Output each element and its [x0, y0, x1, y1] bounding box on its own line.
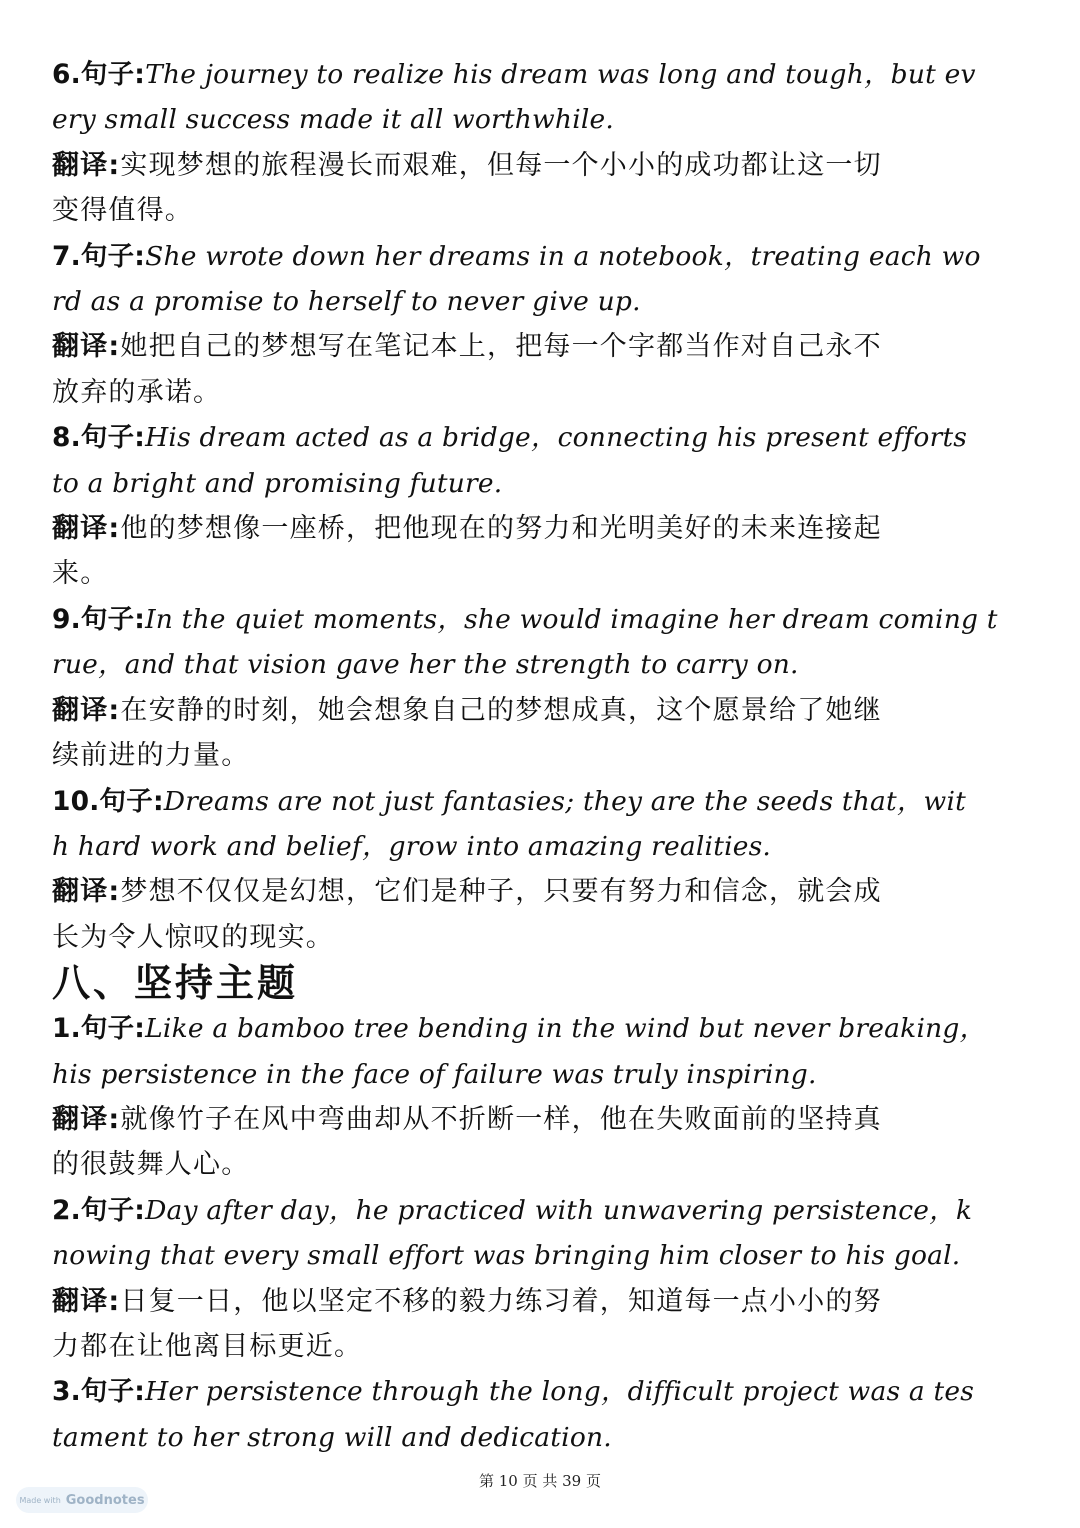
translation-label: 翻译: [52, 513, 121, 545]
sentence-line [52, 415, 1030, 460]
sentence-label: 2.句子: [52, 1194, 146, 1226]
line-text: 就像竹子在风中弯曲却从不折断一样，他在失败面前的坚持真 [120, 1103, 882, 1135]
translation-line [52, 733, 1030, 778]
line-text: She wrote down her dreams in a notebook，treating each wo [145, 240, 981, 272]
sentence-line [52, 1415, 1030, 1460]
sentence-line [52, 279, 1030, 324]
translation-line [52, 1142, 1030, 1187]
line-text: rd as a promise to herself to never give up. [52, 286, 641, 318]
sentence-line [52, 824, 1030, 869]
sentence-label: 6.句子: [52, 59, 146, 90]
line-text: Her persistence through the long，difficult project was a tes [145, 1376, 975, 1408]
translation-line [52, 551, 1030, 596]
line-text: nowing that every small effort was bringing him closer to his goal. [52, 1240, 961, 1272]
sentence-line [52, 1052, 1030, 1097]
translation-label: 翻译: [52, 331, 121, 363]
line-text: In the quiet moments，she would imagine her dream coming t [145, 603, 998, 635]
translation-label: 翻译: [52, 876, 121, 908]
line-text: ery small success made it all worthwhile. [52, 104, 615, 136]
sentence-label: 8.句子: [52, 422, 146, 454]
translation-line [52, 506, 1030, 551]
translation-line [52, 324, 1030, 369]
sentence-line [52, 52, 1030, 97]
line-text: 来。 [52, 558, 109, 590]
line-text: Dreams are not just fantasies; they are the seeds that，wit [163, 785, 966, 817]
line-text: 她把自己的梦想写在笔记本上，把每一个字都当作对自己永不 [120, 331, 882, 363]
goodnotes-badge [16, 1487, 148, 1513]
line-text: 在安静的时刻，她会想象自己的梦想成真，这个愿景给了她继 [120, 694, 882, 726]
line-text: 他的梦想像一座桥，把他现在的努力和光明美好的未来连接起 [120, 513, 882, 545]
line-text: 力都在让他离目标更近。 [52, 1330, 363, 1362]
line-text: The journey to realize his dream was long and tough，but ev [145, 59, 976, 90]
sentence-line [52, 1233, 1030, 1278]
sentence-label: 10.句子: [52, 785, 164, 817]
sentence-line [52, 234, 1030, 279]
line-text: Like a bamboo tree bending in the wind but never breaking， [145, 1013, 987, 1045]
translation-line [52, 1097, 1030, 1142]
translation-line [52, 1324, 1030, 1369]
sentence-label: 9.句子: [52, 603, 146, 635]
page-footer: 第 10 页 共 39 页 [478, 1472, 601, 1490]
line-text: 放弃的承诺。 [52, 376, 222, 408]
line-text: Day after day，he practiced with unwavering persistence，k [145, 1194, 973, 1226]
sentence-line [52, 1006, 1030, 1051]
badge-brand: Goodnotes [65, 1492, 145, 1508]
sentence-line [52, 461, 1030, 506]
line-text: 续前进的力量。 [52, 740, 250, 772]
line-text: 的很鼓舞人心。 [52, 1149, 250, 1181]
dream-sentences [52, 52, 1030, 960]
translation-line [52, 1279, 1030, 1324]
line-text: to a bright and promising future. [52, 467, 503, 499]
line-text: his persistence in the face of failure was truly inspiring. [52, 1058, 817, 1090]
line-text: 梦想不仅仅是幻想，它们是种子，只要有努力和信念，就会成 [120, 876, 882, 908]
line-text: 变得值得。 [52, 195, 193, 227]
translation-line [52, 143, 1030, 188]
sentence-label: 7.句子: [52, 240, 146, 272]
translation-line [52, 688, 1030, 733]
persistence-sentences [52, 1006, 1030, 1460]
translation-line [52, 869, 1030, 914]
sentence-label: 1.句子: [52, 1013, 146, 1045]
line-text: rue，and that vision gave her the strength to carry on. [52, 649, 799, 681]
line-text: 日复一日，他以坚定不移的毅力练习着，知道每一点小小的努 [120, 1285, 882, 1317]
sentence-line [52, 597, 1030, 642]
section-title: 八、坚持主题 [52, 961, 299, 1006]
line-text: h hard work and belief，grow into amazing realities. [52, 830, 772, 862]
badge-made-with: Made with [19, 1495, 61, 1505]
sentence-line [52, 97, 1030, 142]
line-text: His dream acted as a bridge，connecting his present efforts [145, 422, 968, 454]
translation-line [52, 915, 1030, 960]
translation-label: 翻译: [52, 149, 121, 181]
sentence-line [52, 779, 1030, 824]
sentence-line [52, 1369, 1030, 1414]
sentence-line [52, 642, 1030, 687]
translation-label: 翻译: [52, 1285, 121, 1317]
translation-line [52, 370, 1030, 415]
line-text: 长为令人惊叹的现实。 [52, 921, 334, 953]
document-body [52, 52, 1030, 1460]
sentence-label: 3.句子: [52, 1376, 146, 1408]
translation-label: 翻译: [52, 1103, 121, 1135]
sentence-line [52, 1188, 1030, 1233]
line-text: 实现梦想的旅程漫长而艰难，但每一个小小的成功都让这一切 [120, 149, 882, 181]
line-text: tament to her strong will and dedication. [52, 1421, 612, 1453]
translation-line [52, 188, 1030, 233]
translation-label: 翻译: [52, 694, 121, 726]
